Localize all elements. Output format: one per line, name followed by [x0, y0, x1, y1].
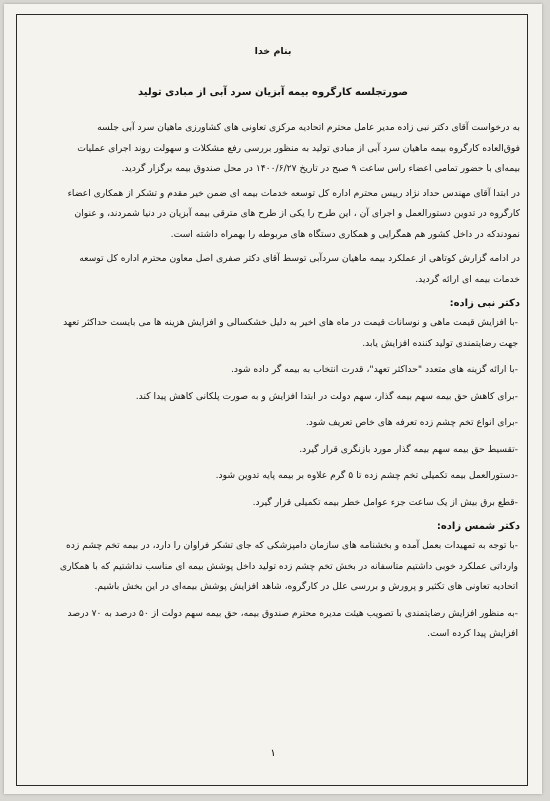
- list-item: [26, 387, 520, 408]
- paragraph-line: در ادامه گزارش کوتاهی از عملکرد بیمه ماهیان سردآبی توسط آقای دکتر صفری اصل معاون محترم اداره کل توسعه: [79, 253, 520, 264]
- list-item-line: جهت رضایتمندی تولید کننده افزایش یابد.: [362, 337, 518, 349]
- list-item-line: افزایش پیدا کرده است.: [427, 628, 518, 639]
- list-item: [26, 536, 520, 598]
- list-item-line: -تقسیط حق بیمه سهم بیمه گذار مورد بازنگری قرار گیرد.: [299, 443, 518, 455]
- list-item-line: وارداتی عملکرد خوبی داشتیم متاسفانه در بخش تخم چشم زده تولید داخل پوشش بیمه ای مناسب نداشتیم که با همکاری: [59, 560, 518, 572]
- list-item-line: -به منظور افزایش رضایتمندی با تصویب هیئت مدیره محترم صندوق بیمه، حق بیمه سهم دولت از ۵۰ درصد به ۷۰ درصد: [67, 607, 518, 619]
- list-item-line: -دستورالعمل بیمه تکمیلی تخم چشم زده تا ۵ گرم علاوه بر بیمه پایه تدوین شود.: [215, 470, 518, 481]
- paragraph-line: بیمه‌ای با حضور تمامی اعضاء راس ساعت ۹ صبح در تاریخ ۱۴۰۰/۶/۲۷ در محل صندوق بیمه برگزار گردید.: [121, 163, 520, 174]
- report-paragraph: [26, 249, 520, 290]
- section-heading-shamszadeh: دکتر شمس زاده:: [436, 521, 520, 532]
- document-title: صورتجلسه کارگروه بیمه آبزیان سرد آبی از مبادی تولید: [138, 87, 408, 98]
- section-heading-nabizadeh: دکتر نبی زاده:: [449, 298, 520, 309]
- list-item-line: -با ارائه گزینه های متعدد "حداکثر تعهد"، قدرت انتخاب به بیمه گر داده شود.: [230, 364, 518, 375]
- bismillah-heading: بنام خدا: [254, 46, 292, 57]
- intro-paragraph: [26, 118, 520, 180]
- document-body: [26, 28, 520, 651]
- paragraph-line: نمودندکه در داخل کشور هم همگرایی و همکاری دستگاه های مربوطه را بهمراه داشته است.: [170, 228, 520, 240]
- list-item: [26, 493, 520, 514]
- list-item: [26, 466, 520, 487]
- list-item: [26, 604, 520, 645]
- list-item-line: -برای کاهش حق بیمه سهم بیمه گذار، سهم دولت در ابتدا افزایش و به صورت پلکانی کاهش پیدا کند.: [135, 390, 518, 402]
- paragraph-line: خدمات بیمه ای ارائه گردید.: [415, 273, 520, 285]
- list-item-line: -با توجه به تمهیدات بعمل آمده و بخشنامه های سازمان دامپزشکی که جای تشکر فراوان را دارد، در بیمه تخم چشم زده: [65, 540, 518, 551]
- paragraph-line: فوق‌العاده کارگروه بیمه ماهیان سرد آبی از مبادی تولید به منظور بررسی رفع مشکلات و سهولت روند اجرای عملیات: [77, 142, 520, 154]
- opening-paragraph: [26, 184, 520, 246]
- paragraph-line: در ابتدا آقای مهندس حداد نژاد رییس محترم اداره کل توسعه خدمات بیمه ای ضمن خیر مقدم و تشکر از همکاری اعضاء: [67, 187, 520, 199]
- list-item: [26, 413, 520, 434]
- list-item: [26, 360, 520, 381]
- page-number: ۱: [270, 748, 276, 759]
- paragraph-line: به درخواست آقای دکتر نبی زاده مدیر عامل محترم اتحادیه مرکزی تعاونی های کشاورزی ماهیان سرد آبی جلسه: [97, 122, 520, 133]
- list-item-line: -با افزایش قیمت ماهی و نوسانات قیمت در ماه های اخیر به دلیل خشکسالی و افزایش هزینه ها می بایست حداکثر تعهد: [63, 317, 518, 328]
- list-item-line: -قطع برق بیش از یک ساعت جزء عوامل خطر بیمه تکمیلی قرار گیرد.: [252, 496, 518, 508]
- list-item-line: -برای انواع تخم چشم زده تعرفه های خاص تعریف شود.: [305, 417, 518, 428]
- paragraph-line: کارگروه در تدوین دستورالعمل و اجرای آن ، این طرح را یکی از طرح های مترقی بیمه آبزیان در دنیا شمردند، و عنوان: [74, 208, 520, 219]
- list-item-line: اتحادیه تعاونی های تکثیر و پرورش و بررسی علل در کارگروه، شاهد افزایش پوشش بیمه‌ای در این بخش باشیم.: [94, 581, 518, 592]
- document-page: [4, 4, 542, 794]
- list-item: [26, 313, 520, 354]
- list-item: [26, 440, 520, 461]
